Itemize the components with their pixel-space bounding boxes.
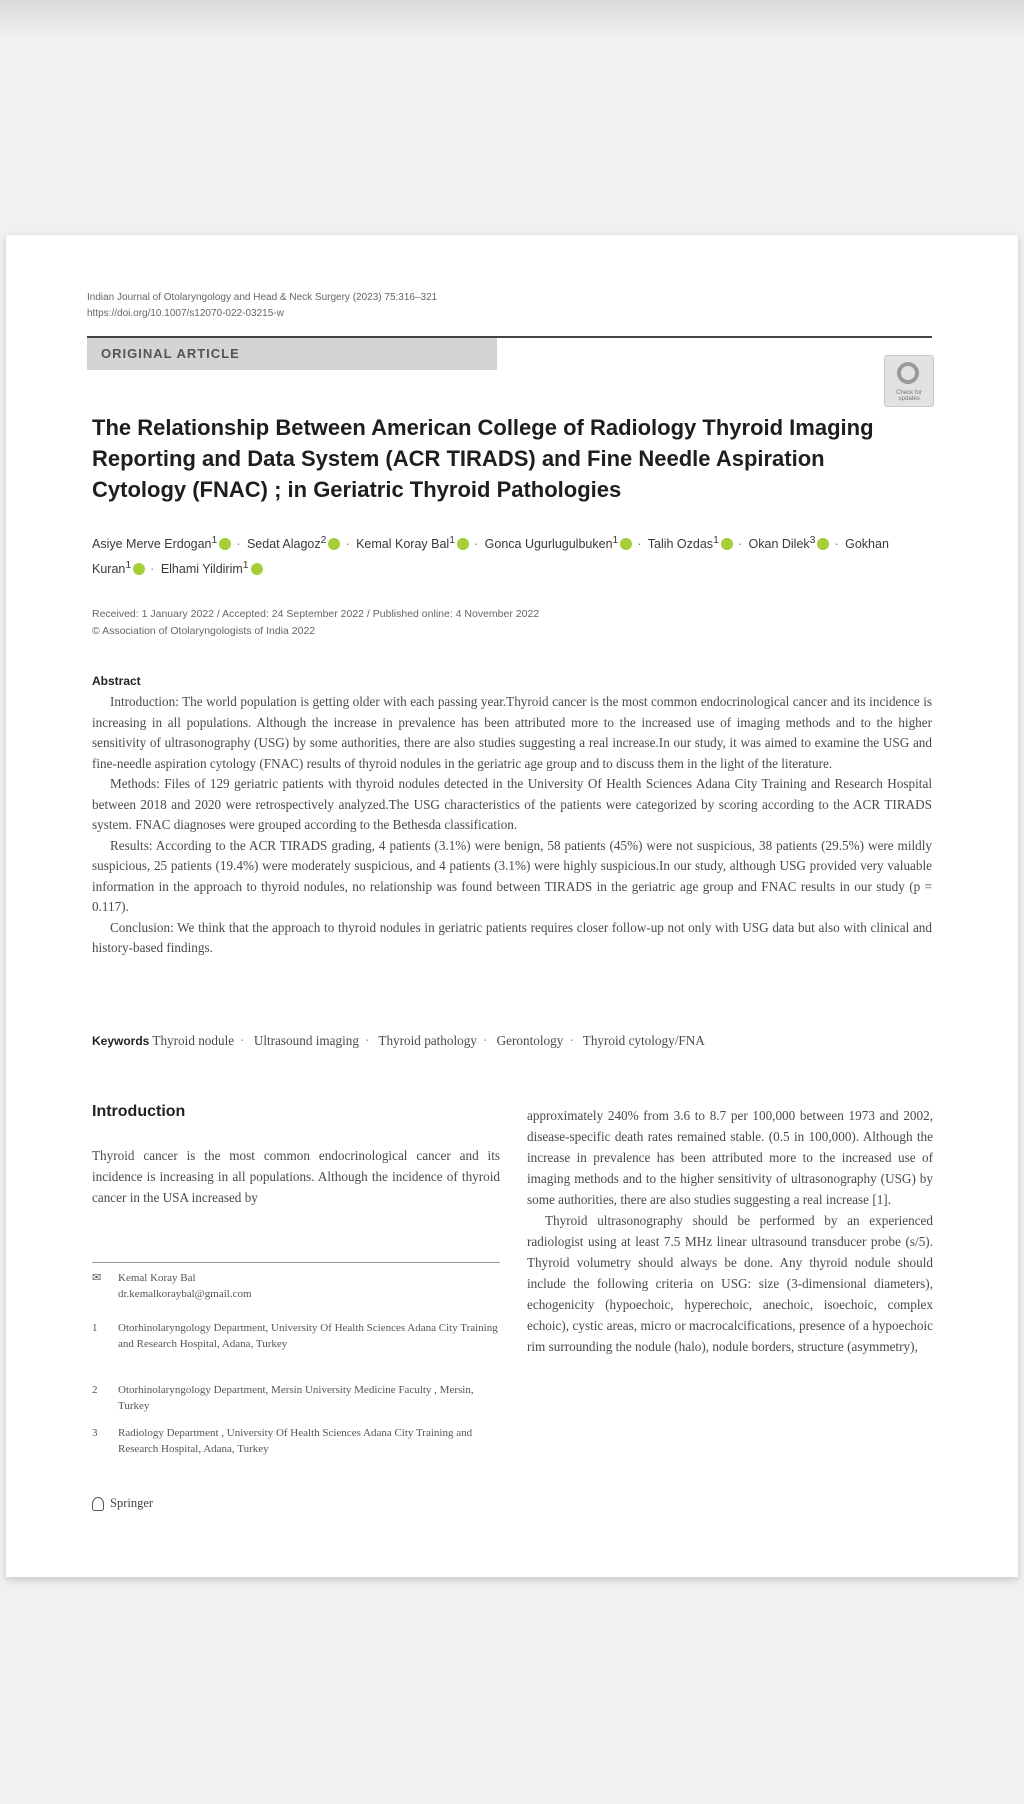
abstract-introduction: Introduction: The world population is getting older with each passing year.Thyroid cancer is the most common endocrinological cancer and its incidence is increasing in all populations. Although the increase in prevalence has been attributed more to the increased use of imaging methods and to the higher sensitivity of ultrasonography (USG) by some authorities, there are also studies suggesting a real increase.In our study, it was aimed to examine the USG and fine-needle aspiration cytology (FNAC) results of thyroid nodules in the geriatric age group and to discuss them in the light of the literature. bbox=[92, 694, 932, 771]
footnote-affiliation: 2 Otorhinolaryngology Department, Mersin University Medicine Faculty , Mersin, Turkey bbox=[92, 1384, 474, 1412]
email-link[interactable]: dr.kemalkoraybal@gmail.com bbox=[118, 1288, 252, 1300]
journal-citation: Indian Journal of Otolaryngology and Head & Neck Surgery (2023) 75:316–321 bbox=[87, 292, 438, 303]
intro-paragraph: Thyroid ultrasonography should be performed by an experienced radiologist using at least 7.5 MHz linear ultrasound transducer probe (s/5). Thyroid volumetry should always be done. Any thyroid nodule should include the following criteria on USG: size (3-dimensional diameters), echogenicity (hypoechoic, hyperechoic, anechoic, isoechoic, complex echoic), cystic areas, micro or macrocalcifications, presence of a hypoechoic rim surrounding the nodule (halo), nodule borders, structure (asymmetry), bbox=[527, 1213, 933, 1354]
author-name[interactable]: Gokhan Kuran bbox=[92, 537, 889, 577]
keyword: Thyroid nodule bbox=[152, 1033, 235, 1048]
intro-paragraph: approximately 240% from 3.6 to 8.7 per 100,000 between 1973 and 2002, disease-specific death rates remained stable. (0.5 in 100,000). Although the increase in prevalence has been attributed more to the increased use of imaging methods and to the higher sensitivity of ultrasonography (USG) by some authorities, there are also studies suggesting a real increase [1]. bbox=[527, 1108, 933, 1207]
orcid-icon[interactable] bbox=[219, 538, 231, 550]
author-name[interactable]: Kemal Koray Bal bbox=[356, 537, 450, 552]
keyword: Ultrasound imaging bbox=[253, 1033, 359, 1048]
crossmark-icon[interactable]: Check for updates bbox=[884, 355, 934, 407]
author-name[interactable]: Okan Dilek bbox=[748, 537, 810, 552]
keyword: Thyroid cytology/FNA bbox=[582, 1033, 705, 1048]
springer-horse-icon bbox=[92, 1497, 104, 1511]
author-name[interactable]: Asiye Merve Erdogan bbox=[92, 537, 212, 552]
orcid-icon[interactable] bbox=[133, 563, 145, 575]
article-type-label: ORIGINAL ARTICLE bbox=[87, 338, 497, 370]
footnote-correspondence: ✉ Kemal Koray Bal dr.kemalkoraybal@gmail.com bbox=[92, 1270, 500, 1302]
abstract-body bbox=[92, 692, 932, 959]
orcid-icon[interactable] bbox=[620, 538, 632, 550]
footnote-affiliation: 1 Otorhinolaryngology Department, University Of Health Sciences Adana City Training and Research Hospital, Adana, Turkey bbox=[92, 1322, 498, 1350]
publisher-logo: Springer bbox=[92, 1496, 153, 1511]
keyword: Thyroid pathology bbox=[378, 1033, 477, 1048]
author-name[interactable]: Sedat Alagoz bbox=[246, 537, 321, 552]
abstract-heading: Abstract bbox=[92, 674, 141, 688]
abstract-methods: Methods: Files of 129 geriatric patients with thyroid nodules detected in the University Of Health Sciences Adana City Training and Research Hospital between 2018 and 2020 were retrospectively analyzed.The USG characteristics of the patients were categorized by scoring according to the ACR TIRADS system. FNAC diagnoses were grouped according to the Bethesda classification. bbox=[92, 776, 932, 832]
abstract-results: Results: According to the ACR TIRADS grading, 4 patients (3.1%) were benign, 58 patients (45%) were not suspicious, 38 patients (29.5%) were mildly suspicious, 25 patients (19.4%) were moderately suspicious, and 4 patients (3.1%) were highly suspicious.In our study, although USG provided very valuable information in the approach to thyroid nodules, no relationship was found between TIRADS in the geriatric age group and FNAC results in our study (p = 0.117). bbox=[92, 837, 932, 914]
introduction-heading: Introduction bbox=[92, 1103, 186, 1120]
author-name[interactable]: Elhami Yildirim bbox=[160, 562, 243, 577]
publication-dates: Received: 1 January 2022 / Accepted: 24 September 2022 / Published online: 4 November 2022 bbox=[92, 608, 540, 620]
footnote-rule bbox=[92, 1262, 500, 1263]
keywords-label: Keywords bbox=[92, 1034, 150, 1048]
introduction-left-column: Thyroid cancer is the most common endocrinological cancer and its incidence is increasing in all populations. Although the incidence of thyroid cancer in the USA increased by bbox=[92, 1148, 500, 1205]
orcid-icon[interactable] bbox=[328, 538, 340, 550]
paper-title: The Relationship Between American College of Radiology Thyroid Imaging Reporting and Data System (ACR TIRADS) and Fine Needle Aspiration Cytology (FNAC) ; in Geriatric Thyroid Pathologies bbox=[92, 415, 874, 502]
abstract-conclusion: Conclusion: We think that the approach to thyroid nodules in geriatric patients requires closer follow-up not only with USG data but also with clinical and history-based findings. bbox=[92, 919, 932, 955]
keyword: Gerontology bbox=[496, 1033, 564, 1048]
envelope-icon: ✉ bbox=[92, 1272, 102, 1284]
top-shade bbox=[0, 0, 1024, 40]
orcid-icon[interactable] bbox=[251, 563, 263, 575]
copyright-line: © Association of Otolaryngologists of India 2022 bbox=[92, 625, 316, 637]
doi-link[interactable]: https://doi.org/10.1007/s12070-022-03215-w bbox=[87, 308, 284, 319]
footnote-affiliation: 3 Radiology Department , University Of Health Sciences Adana City Training and Research Hospital, Adana, Turkey bbox=[92, 1427, 473, 1455]
author-name[interactable]: Talih Ozdas bbox=[647, 537, 714, 552]
orcid-icon[interactable] bbox=[721, 538, 733, 550]
orcid-icon[interactable] bbox=[817, 538, 829, 550]
orcid-icon[interactable] bbox=[457, 538, 469, 550]
keywords-line: Keywords Thyroid nodule · Ultrasound imaging · Thyroid pathology · Gerontology · Thyroid cytology/FNA bbox=[92, 1033, 705, 1048]
introduction-right-column bbox=[527, 1105, 933, 1357]
author-list: Asiye Merve Erdogan$^1$ · Sedat Alagoz$^2$ · Kemal Koray Bal$^1$ · Gonca Ugurlugulbuken$^1$ · Talih Ozdas$^1$ · Okan Dilek$^3$ · Gokhan Kuran$^1$ · Elhami Yildirim$^1$ bbox=[92, 535, 889, 577]
author-name[interactable]: Gonca Ugurlugulbuken bbox=[484, 537, 613, 552]
